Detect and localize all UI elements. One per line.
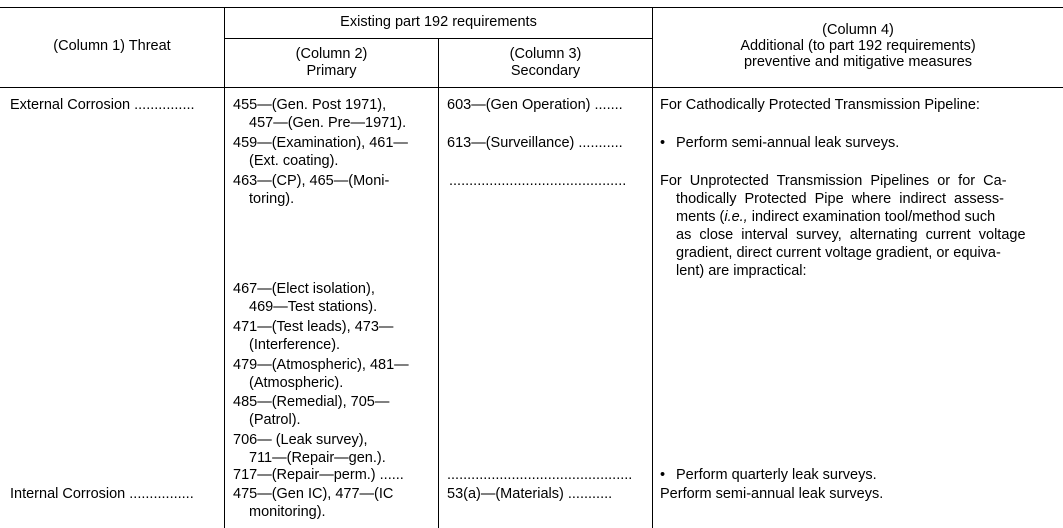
primary-ref: 706— (Leak survey), — [233, 432, 368, 448]
col3-header-line2: Secondary — [510, 63, 581, 79]
unprotected-text: ments ( — [676, 209, 725, 225]
unprotected-line: as close interval survey, alternating current voltage — [676, 227, 1026, 243]
ie-italic: i.e., — [724, 209, 748, 225]
col4-header-line3: preventive and mitigative measures — [743, 54, 973, 70]
secondary-leader-dots: .............................................. — [447, 467, 633, 483]
cp-heading: For Cathodically Protected Transmission Pipeline: — [660, 97, 980, 113]
unprotected-line: gradient, direct current voltage gradient, or equiva- — [676, 245, 1001, 261]
primary-ref: 485—(Remedial), 705— — [233, 394, 390, 410]
primary-ref: 469—Test stations). — [249, 299, 378, 315]
unprotected-line: For Unprotected Transmission Pipelines or for Ca- — [660, 173, 1007, 189]
primary-ref: toring). — [249, 191, 295, 207]
bullet-icon: • — [660, 467, 666, 483]
threat-external-corrosion: External Corrosion ............... — [10, 97, 195, 113]
unprotected-text: indirect examination tool/method such — [747, 209, 996, 225]
col2-header-line2: Primary — [306, 63, 357, 79]
secondary-ref: 613—(Surveillance) ........... — [447, 135, 623, 151]
unprotected-line: thodically Protected Pipe where indirect assess- — [676, 191, 1005, 207]
primary-ref: 459—(Examination), 461— — [233, 135, 408, 151]
primary-ref: 471—(Test leads), 473— — [233, 319, 394, 335]
internal-additional: Perform semi-annual leak surveys. — [660, 486, 884, 502]
col2-header-line1: (Column 2) — [295, 46, 368, 62]
primary-ref: (Ext. coating). — [249, 153, 339, 169]
primary-ref: 457—(Gen. Pre—1971). — [249, 115, 407, 131]
secondary-ref: 53(a)—(Materials) ........... — [447, 486, 613, 502]
primary-ref: 479—(Atmospheric), 481— — [233, 357, 409, 373]
primary-ref: monitoring). — [249, 504, 326, 520]
col3-header-line1: (Column 3) — [509, 46, 582, 62]
col4-header-line1: (Column 4) — [822, 22, 894, 38]
col4-header-line2: Additional (to part 192 requirements) — [740, 38, 976, 54]
group-header: Existing part 192 requirements — [340, 14, 537, 30]
unprotected-line — [676, 208, 995, 226]
primary-ref: 467—(Elect isolation), — [233, 281, 375, 297]
primary-ref: 475—(Gen IC), 477—(IC — [233, 486, 394, 502]
bullet-semi-annual: Perform semi-annual leak surveys. — [676, 135, 900, 151]
unprotected-line: lent) are impractical: — [676, 263, 807, 279]
threat-internal-corrosion: Internal Corrosion ................ — [10, 486, 194, 502]
col1-header: (Column 1) Threat — [53, 38, 171, 54]
primary-ref: (Atmospheric). — [249, 375, 344, 391]
bullet-icon: • — [660, 135, 666, 151]
primary-ref: (Patrol). — [249, 412, 301, 428]
header-bottom-rule — [0, 87, 1063, 88]
top-rule — [0, 7, 1063, 8]
primary-ref: 717—(Repair—perm.) ...... — [233, 467, 404, 483]
primary-ref: 455—(Gen. Post 1971), — [233, 97, 387, 113]
secondary-ref: 603—(Gen Operation) ....... — [447, 97, 623, 113]
col2-divider — [438, 38, 439, 528]
bullet-quarterly: Perform quarterly leak surveys. — [676, 467, 877, 483]
primary-ref: (Interference). — [249, 337, 341, 353]
primary-ref: 463—(CP), 465—(Moni- — [233, 173, 390, 189]
col3-divider — [652, 7, 653, 528]
primary-ref: 711—(Repair—gen.). — [249, 450, 386, 466]
secondary-leader-dots: ............................................ — [449, 173, 627, 189]
col1-divider — [224, 7, 225, 528]
